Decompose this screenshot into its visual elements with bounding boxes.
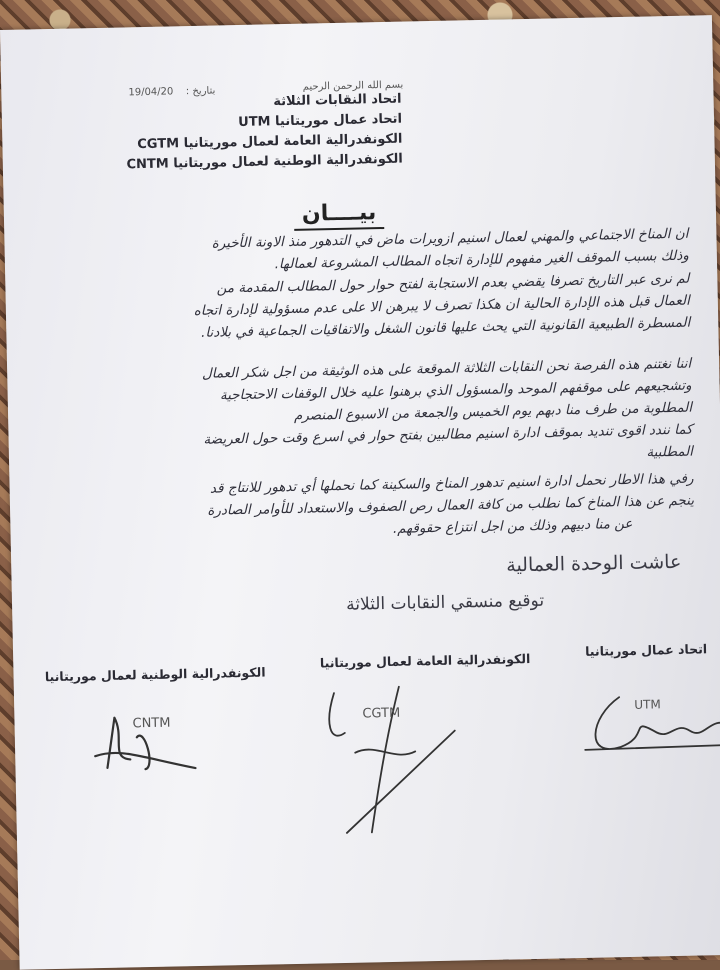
signature-label-cgtm: الكونفدرالية العامة لعمال موريتانيا — [319, 651, 531, 671]
body-line-13: عن منا دبيهم وذلك من اجل انتزاع حقوقهم. — [392, 515, 633, 537]
signature-cgtm — [314, 680, 467, 843]
document-title: بيــــان — [294, 200, 385, 231]
body-line-5: المسطرة الطبيعية القانونية التي يحث عليها قانون الشغل والاتفاقيات الجماعية في بلادنا. — [200, 314, 691, 341]
letter-page — [0, 15, 720, 970]
stamp-text-utm: UTM — [634, 697, 661, 712]
body-line-3: لم نرى عبر التاريخ تصرفا يقضي بعدم الاستجابة لفتح حوار حول المطالب المقدمة من — [216, 270, 690, 297]
date-value: 19/04/20 — [128, 86, 174, 99]
stamp-text-cgtm: CGTM — [362, 705, 401, 722]
header-line-1: اتحاد النقابات الثلاثة — [273, 91, 402, 110]
signature-label-cntm: الكونفدرالية الوطنية لعمال موريتانيا — [44, 664, 266, 685]
signatories-title: توقيع منسقي النقابات الثلاثة — [345, 590, 545, 615]
signature-label-utm: اتحاد عمال موريتانيا — [584, 641, 708, 659]
header-line-4: الكونفدرالية الوطنية لعمال موريتانيا CNTM — [126, 151, 403, 173]
date-label: بتاريخ : — [185, 85, 216, 98]
body-line-7: وتشجيعهم على موقفهم الموحد والمسؤول الذي برهنوا عليه خلال الوقفات الاحتجاجية — [219, 377, 692, 404]
body-line-4: العمال قبل هذه الإدارة الحالية ان هكذا تصرف لا يبرهن الا على عدم مسؤولية لإدارة اتجاه — [193, 292, 690, 320]
stamp-text-cntm: CNTM — [132, 715, 171, 732]
body-line-12: ينجم عن هذا المناخ كما نطلب من كافة العمال رص الصفوف والاستعداد للأوامر الصادرة — [207, 492, 695, 519]
body-line-1: ان المناخ الاجتماعي والمهني لعمال اسنيم ازويرات ماض في التدهور منذ الاونة الأخيرة — [211, 225, 689, 252]
body-line-8: المطلوبة من طرف منا دبهم يوم الخميس والجمعة من الاسبوع المنصرم — [293, 399, 693, 424]
signature-utm — [579, 685, 720, 768]
closing-slogan: عاشت الوحدة العمالية — [506, 550, 682, 577]
body-line-10: المطلبية — [646, 443, 694, 461]
body-line-11: رفي هذا الاطار نحمل ادارة اسنيم تدهور المناخ والسكينة كما نحملها أي تدهور للانتاج قد — [209, 470, 694, 497]
basmala: بسم الله الرحمن الرحيم — [302, 79, 404, 93]
body-line-6: اننا نغتنم هذه الفرصة نحن النقابات الثلاثة الموقعة على هذه الوثيقة من اجل شكر العمال — [201, 355, 692, 382]
body-line-2: وذلك بسبب الموقف الغير مفهوم للإدارة اتجاه المطالب المشروعة لعمالها. — [274, 247, 690, 273]
signature-cntm — [84, 695, 226, 788]
header-line-3: الكونفدرالية العامة لعمال موريتانيا CGTM — [137, 131, 403, 153]
header-line-2: اتحاد عمال موريتانيا UTM — [238, 111, 403, 131]
body-line-9: كما نندد اقوى تنديد بموقف ادارة اسنيم مطالبين بفتح حوار في اسرع وقت حول العريضة — [203, 421, 693, 448]
